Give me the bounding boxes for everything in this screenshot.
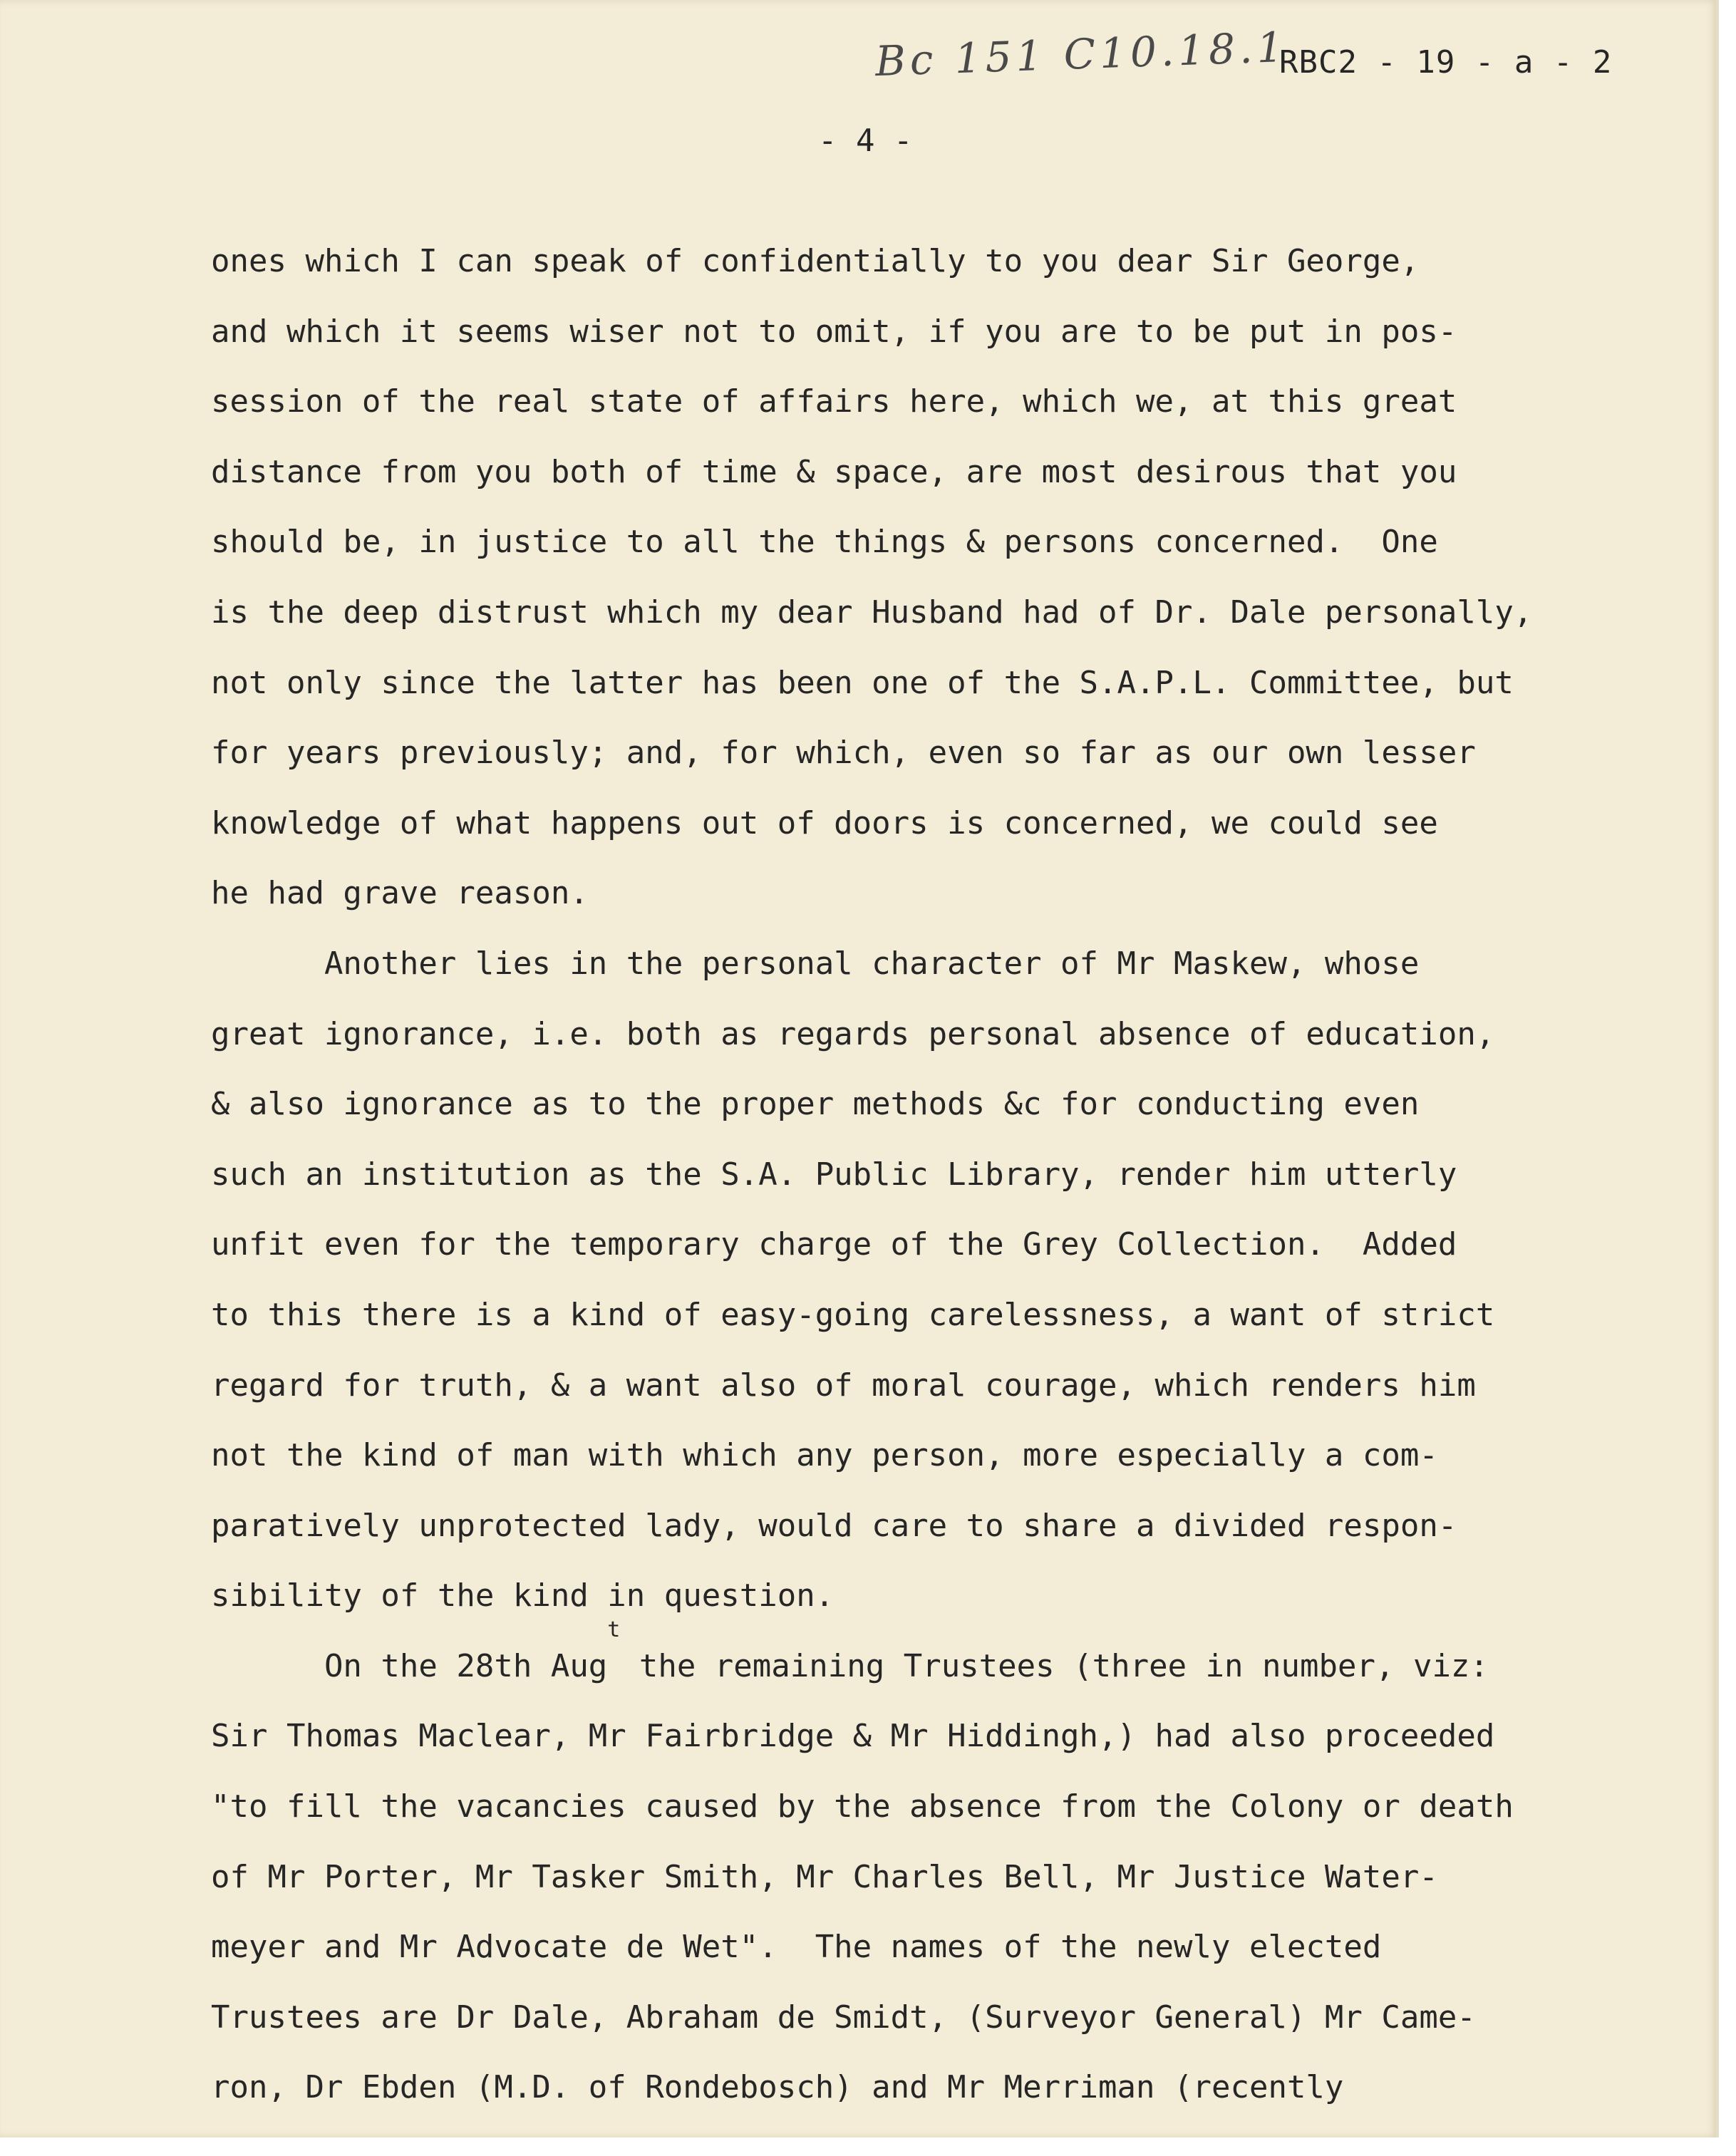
text-line: he had grave reason.	[211, 875, 589, 912]
text-line: meyer and Mr Advocate de Wet". The names of the newly elected	[211, 1929, 1382, 1966]
text-line: knowledge of what happens out of doors is concerned, we could see	[211, 804, 1438, 841]
text-line: great ignorance, i.e. both as regards personal absence of education,	[211, 1015, 1495, 1052]
text-line: "to fill the vacancies caused by the absence from the Colony or death	[211, 1788, 1514, 1825]
text-line: to this there is a kind of easy-going carelessness, a want of strict	[211, 1296, 1495, 1333]
reference-code: RBC2 - 19 - a - 2	[1279, 44, 1613, 81]
page-number: - 4 -	[818, 123, 913, 159]
text-line: Sir Thomas Maclear, Mr Fairbridge & Mr Hiddingh,) had also proceeded	[211, 1718, 1495, 1755]
text-line: session of the real state of affairs here, which we, at this great	[211, 383, 1457, 420]
text-line: regard for truth, & a want also of moral courage, which renders him	[211, 1367, 1476, 1404]
aug-line-start: On the 28th Aug	[211, 1647, 608, 1684]
text-line: for years previously; and, for which, even so far as our own lesser	[211, 735, 1476, 772]
text-line: paratively unprotected lady, would care to share a divided respon-	[211, 1507, 1457, 1544]
page-edge	[1716, 0, 1719, 2137]
aug-line-end: the remaining Trustees (three in number, viz:	[620, 1647, 1489, 1684]
text-line: Trustees are Dr Dale, Abraham de Smidt, (Surveyor General) Mr Came-	[211, 1999, 1476, 2036]
text-line: should be, in justice to all the things & persons concerned. One	[211, 524, 1438, 561]
text-line: ones which I can speak of confidentially to you dear Sir George,	[211, 243, 1420, 279]
text-line: not only since the latter has been one of the S.A.P.L. Committee, but	[211, 664, 1514, 701]
text-line: ron, Dr Ebden (M.D. of Rondebosch) and Mr Merriman (recently	[211, 2069, 1344, 2106]
text-line: of Mr Porter, Mr Tasker Smith, Mr Charles Bell, Mr Justice Water-	[211, 1858, 1438, 1895]
text-line: such an institution as the S.A. Public Library, render him utterly	[211, 1156, 1457, 1193]
text-line-aug	[211, 1617, 1711, 1702]
text-line: and which it seems wiser not to omit, if you are to be put in pos-	[211, 313, 1457, 350]
text-line: sibility of the kind in question.	[211, 1577, 835, 1615]
text-line: not the kind of man with which any person, more especially a com-	[211, 1437, 1438, 1474]
letter-body	[211, 227, 1711, 2123]
handwritten-catalogue-note: Bc 151 C10.18.1	[874, 22, 1288, 86]
text-line: & also ignorance as to the proper methods &c for conducting even	[211, 1086, 1420, 1123]
superscript-t: t	[607, 1617, 621, 1642]
text-line: is the deep distrust which my dear Husband had of Dr. Dale personally,	[211, 594, 1533, 631]
text-line: unfit even for the temporary charge of the Grey Collection. Added	[211, 1226, 1457, 1263]
text-line: Another lies in the personal character of Mr Maskew, whose	[211, 945, 1420, 982]
text-line: distance from you both of time & space, are most desirous that you	[211, 453, 1457, 490]
